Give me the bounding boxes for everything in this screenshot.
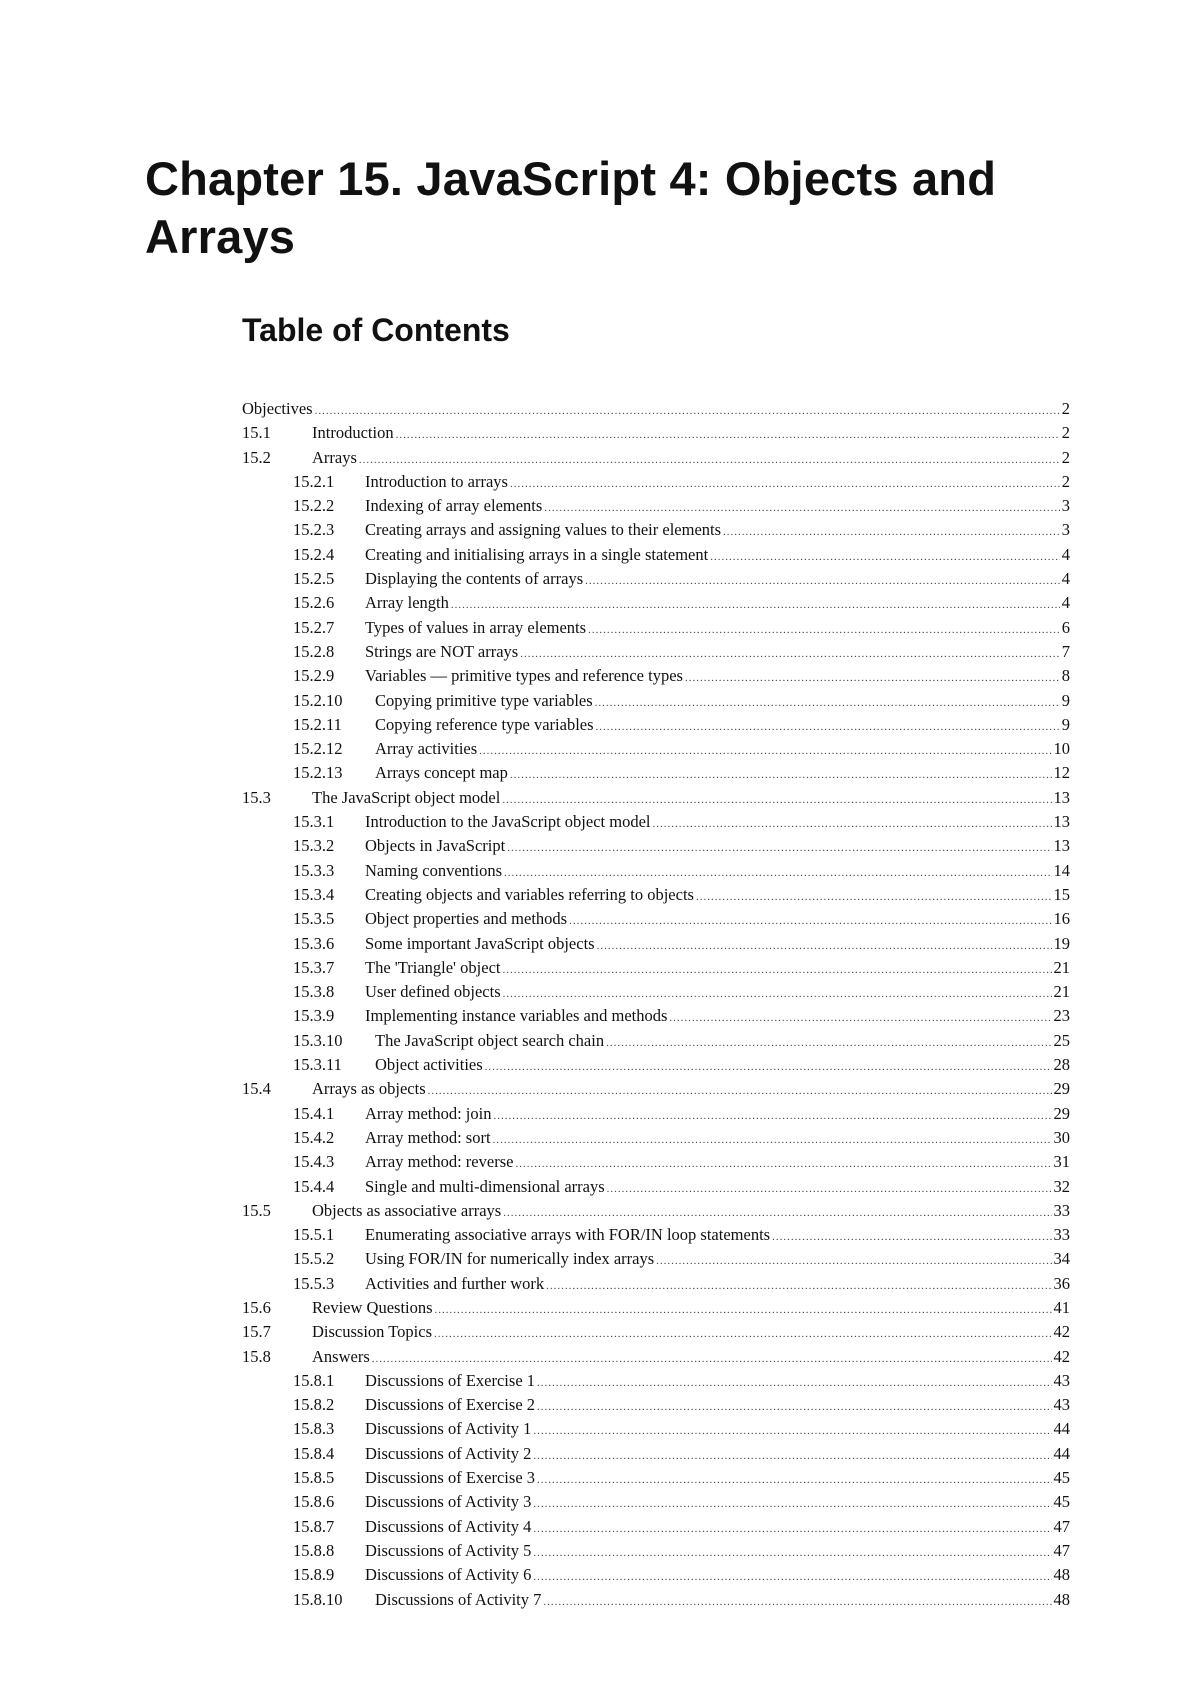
toc-entry-number: 15.3.2 bbox=[293, 836, 335, 856]
toc-dot-leader bbox=[359, 448, 1060, 472]
toc-entry-number: 15.2.4 bbox=[293, 544, 335, 564]
toc-entry-page: 48 bbox=[1053, 1565, 1070, 1585]
toc-entry[interactable] bbox=[242, 907, 1070, 931]
toc-entry-number: 15.3.6 bbox=[293, 933, 335, 953]
toc-entry-page: 21 bbox=[1053, 957, 1070, 977]
toc-entry-number: 15.1 bbox=[242, 423, 271, 443]
toc-entry-title[interactable]: Types of values in array elements bbox=[365, 617, 587, 637]
toc-dot-leader bbox=[533, 1517, 1051, 1541]
toc-entry-title[interactable]: Copying reference type variables bbox=[375, 714, 594, 734]
toc-entry[interactable] bbox=[242, 1126, 1070, 1150]
toc-entry-page: 6 bbox=[1061, 617, 1070, 637]
toc-entry-page: 9 bbox=[1061, 690, 1070, 710]
toc-entry-number: 15.2.12 bbox=[293, 739, 343, 759]
toc-entry-number: 15.3 bbox=[242, 787, 271, 807]
toc-dot-leader bbox=[652, 812, 1051, 836]
toc-entry-page: 36 bbox=[1053, 1273, 1070, 1293]
toc-entry[interactable] bbox=[242, 1077, 1070, 1101]
toc-dot-leader bbox=[597, 934, 1052, 958]
toc-dot-leader bbox=[606, 1031, 1051, 1055]
toc-entry-number: 15.3.1 bbox=[293, 812, 335, 832]
toc-dot-leader bbox=[772, 1225, 1051, 1249]
toc-entry-number: 15.2.7 bbox=[293, 617, 335, 637]
toc-entry-page: 45 bbox=[1053, 1492, 1070, 1512]
toc-entry-page: 15 bbox=[1053, 884, 1070, 904]
toc-entry[interactable] bbox=[242, 689, 1070, 713]
toc-dot-leader bbox=[723, 520, 1060, 544]
toc-entry[interactable] bbox=[242, 980, 1070, 1004]
toc-entry[interactable] bbox=[242, 664, 1070, 688]
toc-dot-leader bbox=[696, 885, 1052, 909]
toc-entry[interactable] bbox=[242, 397, 1070, 421]
toc-entry[interactable] bbox=[242, 1442, 1070, 1466]
toc-entry-page: 16 bbox=[1053, 909, 1070, 929]
toc-entry[interactable] bbox=[242, 1029, 1070, 1053]
toc-entry-title[interactable]: Discussions of Exercise 2 bbox=[365, 1395, 536, 1415]
toc-entry[interactable] bbox=[242, 1515, 1070, 1539]
toc-entry-title[interactable]: The 'Triangle' object bbox=[365, 957, 501, 977]
toc-entry-number: 15.3.8 bbox=[293, 982, 335, 1002]
toc-entry-page: 19 bbox=[1053, 933, 1070, 953]
toc-entry-page: 43 bbox=[1053, 1370, 1070, 1390]
toc-entry-number: 15.5.1 bbox=[293, 1225, 335, 1245]
toc-entry[interactable] bbox=[242, 1272, 1070, 1296]
toc-entry-page: 28 bbox=[1053, 1055, 1070, 1075]
toc-entry[interactable] bbox=[242, 859, 1070, 883]
toc-dot-leader bbox=[533, 1541, 1051, 1565]
toc-entry[interactable] bbox=[242, 616, 1070, 640]
toc-entry-page: 4 bbox=[1061, 593, 1070, 613]
toc-entry-number: 15.8.3 bbox=[293, 1419, 335, 1439]
toc-entry-number: 15.2.3 bbox=[293, 520, 335, 540]
toc-entry-title[interactable]: Discussions of Activity 1 bbox=[365, 1419, 532, 1439]
toc-entry[interactable] bbox=[242, 932, 1070, 956]
toc-entry-title[interactable]: The JavaScript object model bbox=[312, 787, 501, 807]
toc-entry-number: 15.8.10 bbox=[293, 1589, 343, 1609]
toc-entry-number: 15.8.4 bbox=[293, 1443, 335, 1463]
toc-entry-title[interactable]: Array method: sort bbox=[365, 1127, 491, 1147]
toc-entry-page: 34 bbox=[1053, 1249, 1070, 1269]
toc-dot-leader bbox=[595, 691, 1060, 715]
toc-entry-title[interactable]: Arrays as objects bbox=[312, 1079, 426, 1099]
toc-entry-title[interactable]: Some important JavaScript objects bbox=[365, 933, 595, 953]
toc-entry-page: 2 bbox=[1061, 447, 1070, 467]
toc-entry-title[interactable]: Enumerating associative arrays with FOR/IN loop statements bbox=[365, 1225, 771, 1245]
toc-entry-page: 42 bbox=[1053, 1346, 1070, 1366]
toc-entry[interactable] bbox=[242, 640, 1070, 664]
toc-entry-page: 2 bbox=[1061, 399, 1070, 418]
toc-dot-leader bbox=[669, 1006, 1051, 1030]
toc-entry[interactable] bbox=[242, 1296, 1070, 1320]
toc-entry-title[interactable]: Objects in JavaScript bbox=[365, 836, 506, 856]
toc-entry-page: 31 bbox=[1053, 1152, 1070, 1172]
toc-dot-leader bbox=[533, 1444, 1051, 1468]
toc-dot-leader bbox=[569, 909, 1051, 933]
toc-entry-number: 15.8.7 bbox=[293, 1516, 335, 1536]
toc-entry[interactable] bbox=[242, 1563, 1070, 1587]
toc-entry-title[interactable]: Introduction to the JavaScript object model bbox=[365, 812, 651, 832]
toc-entry-number: 15.2.1 bbox=[293, 471, 335, 491]
toc-entry[interactable] bbox=[242, 1150, 1070, 1174]
toc-dot-leader bbox=[451, 593, 1060, 617]
toc-entry-title[interactable]: User defined objects bbox=[365, 982, 501, 1002]
toc-entry[interactable] bbox=[242, 470, 1070, 494]
toc-entry-number: 15.6 bbox=[242, 1297, 271, 1317]
toc-entry-title[interactable]: Arrays bbox=[312, 447, 357, 467]
toc-entry-title[interactable]: Implementing instance variables and methods bbox=[365, 1006, 668, 1026]
toc-entry-title[interactable]: Discussions of Exercise 1 bbox=[365, 1370, 536, 1390]
toc-entry-title[interactable]: Displaying the contents of arrays bbox=[365, 569, 584, 589]
toc-dot-leader bbox=[510, 763, 1052, 787]
toc-dot-leader bbox=[502, 958, 1051, 982]
toc-dot-leader bbox=[533, 1565, 1051, 1589]
toc-entry-title[interactable]: Array method: reverse bbox=[365, 1152, 514, 1172]
toc-entry-number: 15.2.11 bbox=[293, 714, 342, 734]
toc-entry[interactable] bbox=[242, 1320, 1070, 1344]
toc-entry-page: 42 bbox=[1053, 1322, 1070, 1342]
toc-entry-number: 15.2.8 bbox=[293, 641, 335, 661]
toc-entry-page: 2 bbox=[1061, 471, 1070, 491]
toc-dot-leader bbox=[543, 1590, 1051, 1614]
toc-entry[interactable] bbox=[242, 810, 1070, 834]
toc-entry-number: 15.3.10 bbox=[293, 1030, 343, 1050]
toc-entry[interactable] bbox=[242, 713, 1070, 737]
toc-entry-page: 3 bbox=[1061, 496, 1070, 516]
toc-entry-page: 7 bbox=[1061, 641, 1070, 661]
toc-entry-page: 47 bbox=[1053, 1516, 1070, 1536]
toc-entry-number: 15.2.13 bbox=[293, 763, 343, 783]
toc-entry-title[interactable]: Introduction to arrays bbox=[365, 471, 508, 491]
toc-entry-page: 14 bbox=[1053, 860, 1070, 880]
toc-entry[interactable] bbox=[242, 1175, 1070, 1199]
toc-entry[interactable] bbox=[242, 567, 1070, 591]
toc-entry[interactable] bbox=[242, 1345, 1070, 1369]
toc-entry-page: 9 bbox=[1061, 714, 1070, 734]
toc-entry-page: 41 bbox=[1053, 1297, 1070, 1317]
toc-entry-number: 15.5.2 bbox=[293, 1249, 335, 1269]
toc-entry-number: 15.3.7 bbox=[293, 957, 335, 977]
toc-dot-leader bbox=[685, 666, 1060, 690]
toc-entry[interactable] bbox=[242, 543, 1070, 567]
toc-entry-title[interactable]: Answers bbox=[312, 1346, 370, 1366]
toc-dot-leader bbox=[434, 1322, 1051, 1346]
toc-entry-page: 29 bbox=[1053, 1103, 1070, 1123]
toc-entry-title[interactable]: Discussions of Activity 7 bbox=[375, 1589, 542, 1609]
toc-entry-number: 15.8.6 bbox=[293, 1492, 335, 1512]
toc-entry[interactable] bbox=[242, 956, 1070, 980]
toc-entry[interactable] bbox=[242, 446, 1070, 470]
toc-dot-leader bbox=[533, 1419, 1051, 1443]
toc-dot-leader bbox=[396, 423, 1060, 447]
toc-entry[interactable] bbox=[242, 1490, 1070, 1514]
toc-entry-number: 15.8.5 bbox=[293, 1468, 335, 1488]
toc-entry-title[interactable]: Array activities bbox=[375, 739, 478, 759]
toc-entry-number: 15.2.10 bbox=[293, 690, 343, 710]
toc-entry[interactable] bbox=[242, 1199, 1070, 1223]
toc-entry-page: 33 bbox=[1053, 1225, 1070, 1245]
toc-dot-leader bbox=[537, 1395, 1051, 1419]
toc-entry-number: 15.5.3 bbox=[293, 1273, 335, 1293]
toc-entry-number: 15.2.9 bbox=[293, 666, 335, 686]
toc-entry-number: 15.3.11 bbox=[293, 1055, 342, 1075]
toc-entry-number: 15.3.4 bbox=[293, 884, 335, 904]
toc-entry[interactable] bbox=[242, 421, 1070, 445]
toc-dot-leader bbox=[510, 472, 1060, 496]
toc-entry-page: 44 bbox=[1053, 1443, 1070, 1463]
toc-dot-leader bbox=[504, 861, 1051, 885]
toc-entry-page: 25 bbox=[1053, 1030, 1070, 1050]
toc-entry-page: 29 bbox=[1053, 1079, 1070, 1099]
toc-dot-leader bbox=[428, 1079, 1052, 1103]
toc-entry[interactable] bbox=[242, 1053, 1070, 1077]
toc-dot-leader bbox=[493, 1104, 1051, 1128]
toc-entry[interactable] bbox=[242, 737, 1070, 761]
toc-dot-leader bbox=[502, 788, 1051, 812]
toc-entry[interactable] bbox=[242, 494, 1070, 518]
table-of-contents bbox=[242, 397, 1070, 1612]
toc-entry[interactable] bbox=[242, 1539, 1070, 1563]
toc-entry-page: 23 bbox=[1053, 1006, 1070, 1026]
toc-dot-leader bbox=[485, 1055, 1052, 1079]
toc-dot-leader bbox=[493, 1128, 1052, 1152]
toc-entry-title[interactable]: The JavaScript object search chain bbox=[375, 1030, 605, 1050]
toc-dot-leader bbox=[537, 1468, 1051, 1492]
toc-entry-title[interactable]: Indexing of array elements bbox=[365, 496, 543, 516]
toc-entry-number: 15.3.3 bbox=[293, 860, 335, 880]
toc-entry-title[interactable]: Introduction bbox=[312, 423, 394, 443]
toc-dot-leader bbox=[607, 1177, 1052, 1201]
toc-entry-title[interactable]: Strings are NOT arrays bbox=[365, 641, 519, 661]
toc-entry[interactable] bbox=[242, 1369, 1070, 1393]
toc-entry-number: 15.2.2 bbox=[293, 496, 335, 516]
toc-entry-number: 15.4.2 bbox=[293, 1127, 335, 1147]
toc-entry-page: 33 bbox=[1053, 1200, 1070, 1220]
toc-entry-title[interactable]: Variables — primitive types and reference types bbox=[365, 666, 683, 686]
toc-entry-title[interactable]: Object activities bbox=[375, 1055, 483, 1075]
toc-entry[interactable] bbox=[242, 883, 1070, 907]
toc-entry[interactable] bbox=[242, 1223, 1070, 1247]
toc-entry-title[interactable]: Review Questions bbox=[312, 1297, 433, 1317]
toc-dot-leader bbox=[520, 642, 1060, 666]
toc-entry-title[interactable]: Naming conventions bbox=[365, 860, 503, 880]
toc-dot-leader bbox=[533, 1492, 1051, 1516]
toc-dot-leader bbox=[503, 1201, 1051, 1225]
toc-entry-title[interactable]: Objects as associative arrays bbox=[312, 1200, 502, 1220]
toc-dot-leader bbox=[315, 399, 1060, 423]
toc-entry-page: 4 bbox=[1061, 544, 1070, 564]
toc-dot-leader bbox=[537, 1371, 1051, 1395]
toc-entry-title[interactable]: Discussions of Exercise 3 bbox=[365, 1468, 536, 1488]
toc-dot-leader bbox=[507, 836, 1051, 860]
toc-entry-number: 15.2.6 bbox=[293, 593, 335, 613]
toc-entry-number: 15.2.5 bbox=[293, 569, 335, 589]
toc-entry[interactable] bbox=[242, 834, 1070, 858]
toc-entry-number: 15.3.9 bbox=[293, 1006, 335, 1026]
toc-entry[interactable] bbox=[242, 1393, 1070, 1417]
toc-dot-leader bbox=[596, 715, 1060, 739]
toc-entry-title[interactable]: Discussions of Activity 4 bbox=[365, 1516, 532, 1536]
toc-entry-title[interactable]: Using FOR/IN for numerically index arrays bbox=[365, 1249, 655, 1269]
toc-entry-number: 15.3.5 bbox=[293, 909, 335, 929]
toc-entry-number: 15.8.8 bbox=[293, 1540, 335, 1560]
toc-entry-number: 15.4.1 bbox=[293, 1103, 335, 1123]
toc-entry[interactable] bbox=[242, 1417, 1070, 1441]
toc-entry-page: 43 bbox=[1053, 1395, 1070, 1415]
toc-entry-title[interactable]: Copying primitive type variables bbox=[375, 690, 593, 710]
toc-entry-page: 45 bbox=[1053, 1468, 1070, 1488]
toc-dot-leader bbox=[503, 982, 1052, 1006]
toc-entry-number: 15.8.2 bbox=[293, 1395, 335, 1415]
toc-entry-title[interactable]: Discussions of Activity 3 bbox=[365, 1492, 532, 1512]
toc-entry-page: 8 bbox=[1061, 666, 1070, 686]
toc-entry-number: 15.4.4 bbox=[293, 1176, 335, 1196]
toc-dot-leader bbox=[546, 1274, 1051, 1298]
toc-entry-title[interactable]: Arrays concept map bbox=[375, 763, 508, 783]
toc-dot-leader bbox=[479, 739, 1051, 763]
toc-entry[interactable] bbox=[242, 1004, 1070, 1028]
toc-entry-number: 15.8.1 bbox=[293, 1370, 335, 1390]
toc-entry-title[interactable]: Discussion Topics bbox=[312, 1322, 433, 1342]
toc-entry-page: 4 bbox=[1061, 569, 1070, 589]
toc-entry[interactable] bbox=[242, 591, 1070, 615]
toc-entry-title[interactable]: Creating and initialising arrays in a single statement bbox=[365, 544, 709, 564]
toc-entry-title[interactable]: Array length bbox=[365, 593, 449, 613]
toc-dot-leader bbox=[515, 1152, 1051, 1176]
toc-entry-number: 15.4 bbox=[242, 1079, 271, 1099]
toc-entry[interactable] bbox=[242, 1588, 1070, 1612]
toc-entry-page: 48 bbox=[1053, 1589, 1070, 1609]
toc-heading: Table of Contents bbox=[242, 312, 510, 348]
toc-dot-leader bbox=[372, 1347, 1052, 1371]
toc-dot-leader bbox=[588, 618, 1060, 642]
toc-entry-title[interactable]: Activities and further work bbox=[365, 1273, 545, 1293]
chapter-title: Chapter 15. JavaScript 4: Objects and Arrays bbox=[145, 152, 997, 263]
toc-entry-page: 13 bbox=[1053, 787, 1070, 807]
toc-entry-title[interactable]: Discussions of Activity 5 bbox=[365, 1540, 532, 1560]
toc-entry-title[interactable]: Array method: join bbox=[365, 1103, 492, 1123]
toc-dot-leader bbox=[585, 569, 1060, 593]
toc-dot-leader bbox=[544, 496, 1059, 520]
toc-entry-number: 15.2 bbox=[242, 447, 271, 467]
toc-entry-title[interactable]: Creating objects and variables referring to objects bbox=[365, 884, 694, 904]
toc-dot-leader bbox=[710, 545, 1060, 569]
toc-entry-page: 12 bbox=[1053, 763, 1070, 783]
toc-entry-page: 21 bbox=[1053, 982, 1070, 1002]
toc-entry-page: 13 bbox=[1053, 812, 1070, 832]
toc-entry-page: 47 bbox=[1053, 1540, 1070, 1560]
toc-entry-number: 15.4.3 bbox=[293, 1152, 335, 1172]
toc-entry-page: 3 bbox=[1061, 520, 1070, 540]
toc-entry-title[interactable]: Objectives bbox=[242, 399, 313, 418]
toc-entry[interactable] bbox=[242, 786, 1070, 810]
toc-entry[interactable] bbox=[242, 761, 1070, 785]
toc-entry-number: 15.5 bbox=[242, 1200, 271, 1220]
toc-entry-number: 15.7 bbox=[242, 1322, 271, 1342]
toc-entry-page: 10 bbox=[1053, 739, 1070, 759]
toc-entry-title[interactable]: Discussions of Activity 2 bbox=[365, 1443, 532, 1463]
toc-dot-leader bbox=[656, 1249, 1051, 1273]
toc-entry-page: 2 bbox=[1061, 423, 1070, 443]
toc-entry-title[interactable]: Creating arrays and assigning values to their elements bbox=[365, 520, 722, 540]
toc-entry-title[interactable]: Object properties and methods bbox=[365, 909, 568, 929]
toc-entry-title[interactable]: Single and multi-dimensional arrays bbox=[365, 1176, 605, 1196]
toc-entry-number: 15.8.9 bbox=[293, 1565, 335, 1585]
toc-entry[interactable] bbox=[242, 1102, 1070, 1126]
toc-entry[interactable] bbox=[242, 1247, 1070, 1271]
toc-dot-leader bbox=[435, 1298, 1052, 1322]
toc-entry[interactable] bbox=[242, 518, 1070, 542]
toc-entry[interactable] bbox=[242, 1466, 1070, 1490]
toc-entry-number: 15.8 bbox=[242, 1346, 271, 1366]
toc-entry-page: 44 bbox=[1053, 1419, 1070, 1439]
toc-entry-page: 13 bbox=[1053, 836, 1070, 856]
toc-entry-title[interactable]: Discussions of Activity 6 bbox=[365, 1565, 532, 1585]
toc-entry-page: 30 bbox=[1053, 1127, 1070, 1147]
toc-entry-page: 32 bbox=[1053, 1176, 1070, 1196]
